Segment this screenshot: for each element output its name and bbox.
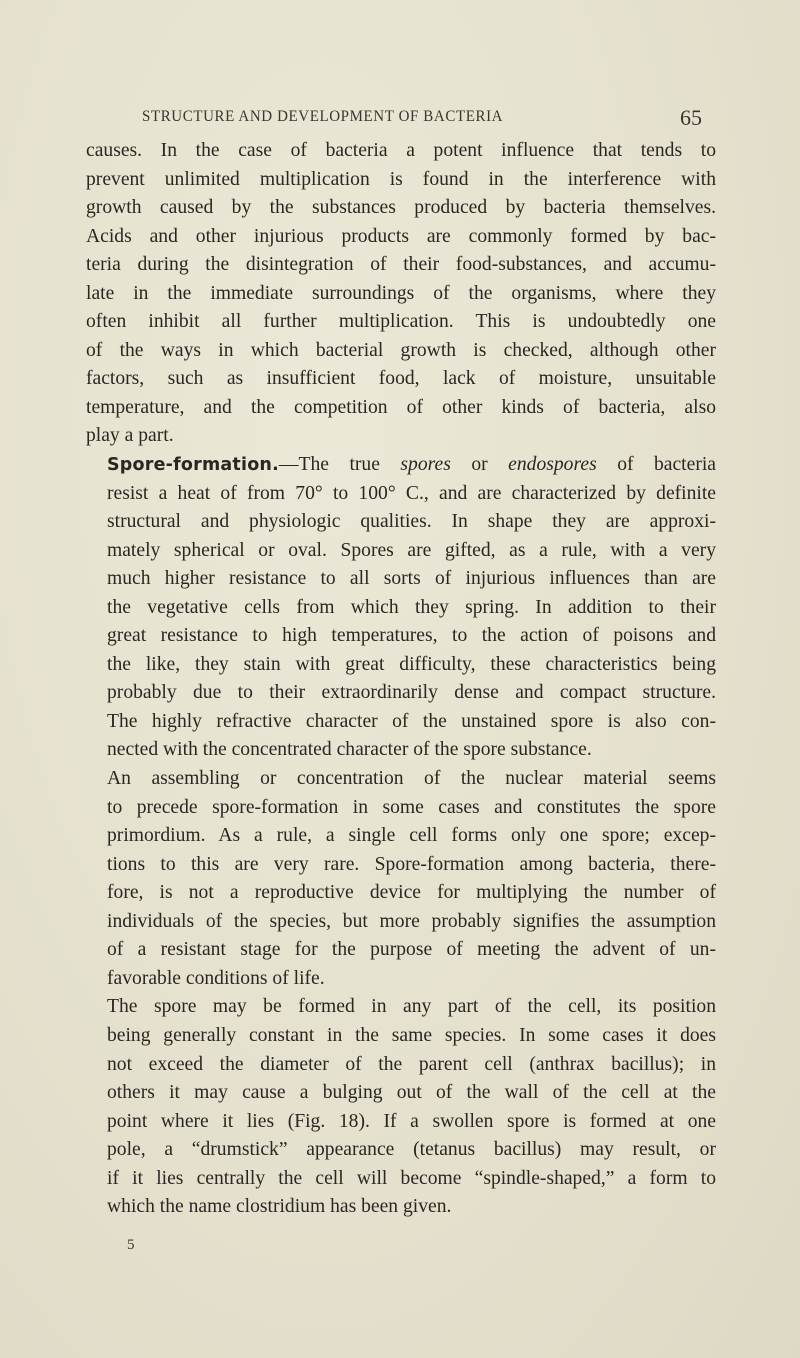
term-spores: spores <box>400 454 451 476</box>
running-head: STRUCTURE AND DEVELOPMENT OF BACTERIA <box>142 108 504 126</box>
text-line: which the name clostridium has been given. <box>107 1196 452 1218</box>
text-line: of the ways in which bacterial growth is checked, although other <box>86 339 716 361</box>
text-run: or <box>450 454 509 476</box>
text-line: of a resistant stage for the purpose of meeting the advent of un- <box>107 939 716 961</box>
text-line: structural and physiologic qualities. In shape they are approxi- <box>107 511 716 533</box>
paragraph-spore-formation <box>86 451 716 765</box>
text-line: nected with the concentrated character of the spore substance. <box>107 739 592 761</box>
text-line: great resistance to high temperatures, to the action of poisons and <box>107 625 716 647</box>
text-line: probably due to their extraordinarily dense and compact structure. <box>107 682 716 704</box>
text-line: pole, a “drumstick” appearance (tetanus bacillus) may result, or <box>107 1139 716 1161</box>
text-line: The spore may be formed in any part of the cell, its position <box>107 996 716 1018</box>
page-header <box>142 107 702 133</box>
page-number: 65 <box>680 105 702 130</box>
paragraph-3 <box>86 765 716 993</box>
text-line: fore, is not a reproductive device for multiplying the number of <box>107 882 716 904</box>
text-run: of bacteria <box>596 454 716 476</box>
text-line: Acids and other injurious products are commonly formed by bac- <box>86 225 716 247</box>
text-line: factors, such as insufficient food, lack of moisture, unsuitable <box>86 368 716 390</box>
paragraph-1 <box>86 137 716 451</box>
text-line: point where it lies (Fig. 18). If a swollen spore is formed at one <box>107 1110 716 1132</box>
text-line: others it may cause a bulging out of the wall of the cell at the <box>107 1082 716 1104</box>
text-line: The highly refractive character of the unstained spore is also con- <box>107 710 716 732</box>
text-line: to precede spore-formation in some cases and constitutes the spore <box>107 796 716 818</box>
text-line: play a part. <box>86 425 174 447</box>
text-line: being generally constant in the same species. In some cases it does <box>107 1024 716 1046</box>
text-line: the vegetative cells from which they spring. In addition to their <box>107 596 716 618</box>
text-line: An assembling or concentration of the nuclear material seems <box>107 768 716 790</box>
text-line: prevent unlimited multiplication is found in the interference with <box>86 168 716 190</box>
text-line: tions to this are very rare. Spore-formation among bacteria, there- <box>107 853 716 875</box>
body-text <box>86 137 716 1222</box>
text-line: mately spherical or oval. Spores are gifted, as a rule, with a very <box>107 539 716 561</box>
text-line: primordium. As a rule, a single cell forms only one spore; excep- <box>107 825 716 847</box>
text-line: favorable conditions of life. <box>107 967 325 989</box>
section-heading: Spore-formation. <box>107 455 279 476</box>
text-run: —The true <box>278 454 401 476</box>
text-line: resist a heat of from 70° to 100° C., and are characterized by definite <box>107 482 716 504</box>
paragraph-first-line <box>86 451 716 480</box>
text-line: if it lies centrally the cell will become “spindle-shaped,” a form to <box>107 1167 716 1189</box>
text-line: causes. In the case of bacteria a potent influence that tends to <box>86 140 716 161</box>
text-line: often inhibit all further multiplication. This is undoubtedly one <box>86 311 716 333</box>
text-line: much higher resistance to all sorts of injurious influences than are <box>107 568 716 590</box>
text-line: teria during the disintegration of their food-substances, and accumu- <box>86 254 716 276</box>
signature-mark: 5 <box>127 1237 135 1253</box>
text-line: the like, they stain with great difficulty, these characteristics being <box>107 653 716 675</box>
text-line: temperature, and the competition of other kinds of bacteria, also <box>86 396 716 418</box>
text-line: growth caused by the substances produced by bacteria themselves. <box>86 197 716 219</box>
text-line: late in the immediate surroundings of the organisms, where they <box>86 282 716 304</box>
text-line: not exceed the diameter of the parent cell (anthrax bacillus); in <box>107 1053 716 1075</box>
text-line: individuals of the species, but more probably signifies the assumption <box>107 910 716 932</box>
paragraph-4 <box>86 993 716 1221</box>
term-endospores: endospores <box>508 454 597 476</box>
